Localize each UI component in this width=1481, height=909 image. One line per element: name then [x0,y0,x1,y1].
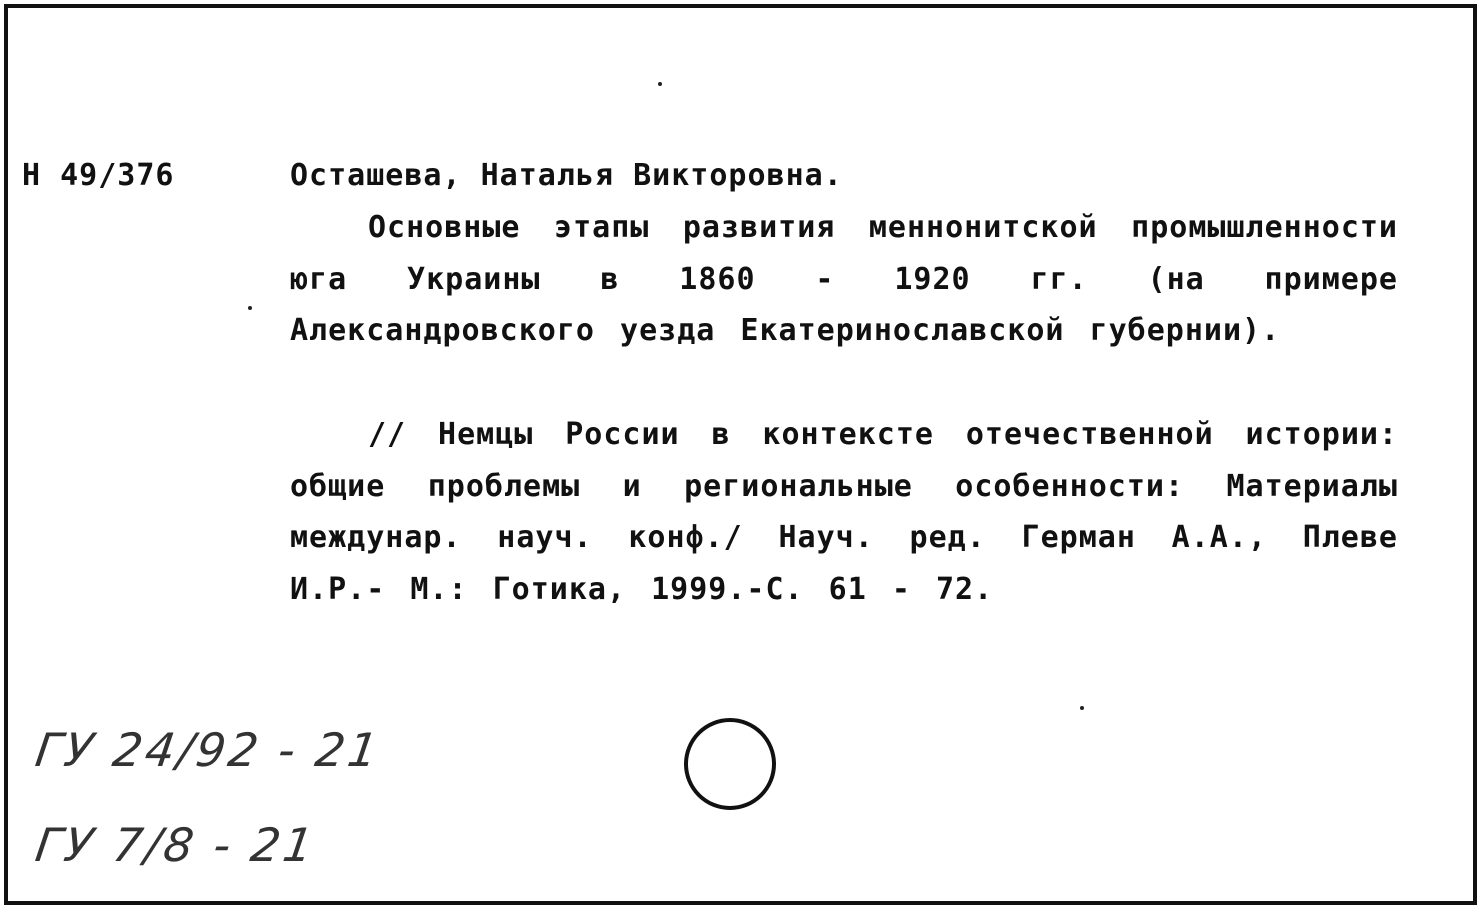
scan-speck [1080,706,1084,710]
call-number: Н 49/376 [22,158,175,193]
title-text: Основные этапы развития меннонитской промышленности юга Украины в 1860 - 1920 гг. (на примере Александровского уезда Екатеринославской губернии). [290,210,1398,348]
title-description [290,202,1398,357]
author-name: Осташева, Наталья Викторовна. [290,158,843,193]
catalog-card [4,4,1477,905]
handwritten-note-2: ГУ 7/8 - 21 [32,818,320,872]
scan-speck [248,306,252,310]
punch-hole-icon [684,718,776,810]
source-description [290,409,1398,615]
scan-speck [658,82,662,86]
source-text: // Немцы России в контексте отечественной истории: общие проблемы и региональные особенности: Материалы междунар. науч. конф./ Науч. ред. Герман А.А., Плеве И.Р.- М.: Готика, 1999.-С. 61 - 72. [290,417,1398,607]
handwritten-note-1: ГУ 24/92 - 21 [32,723,385,777]
